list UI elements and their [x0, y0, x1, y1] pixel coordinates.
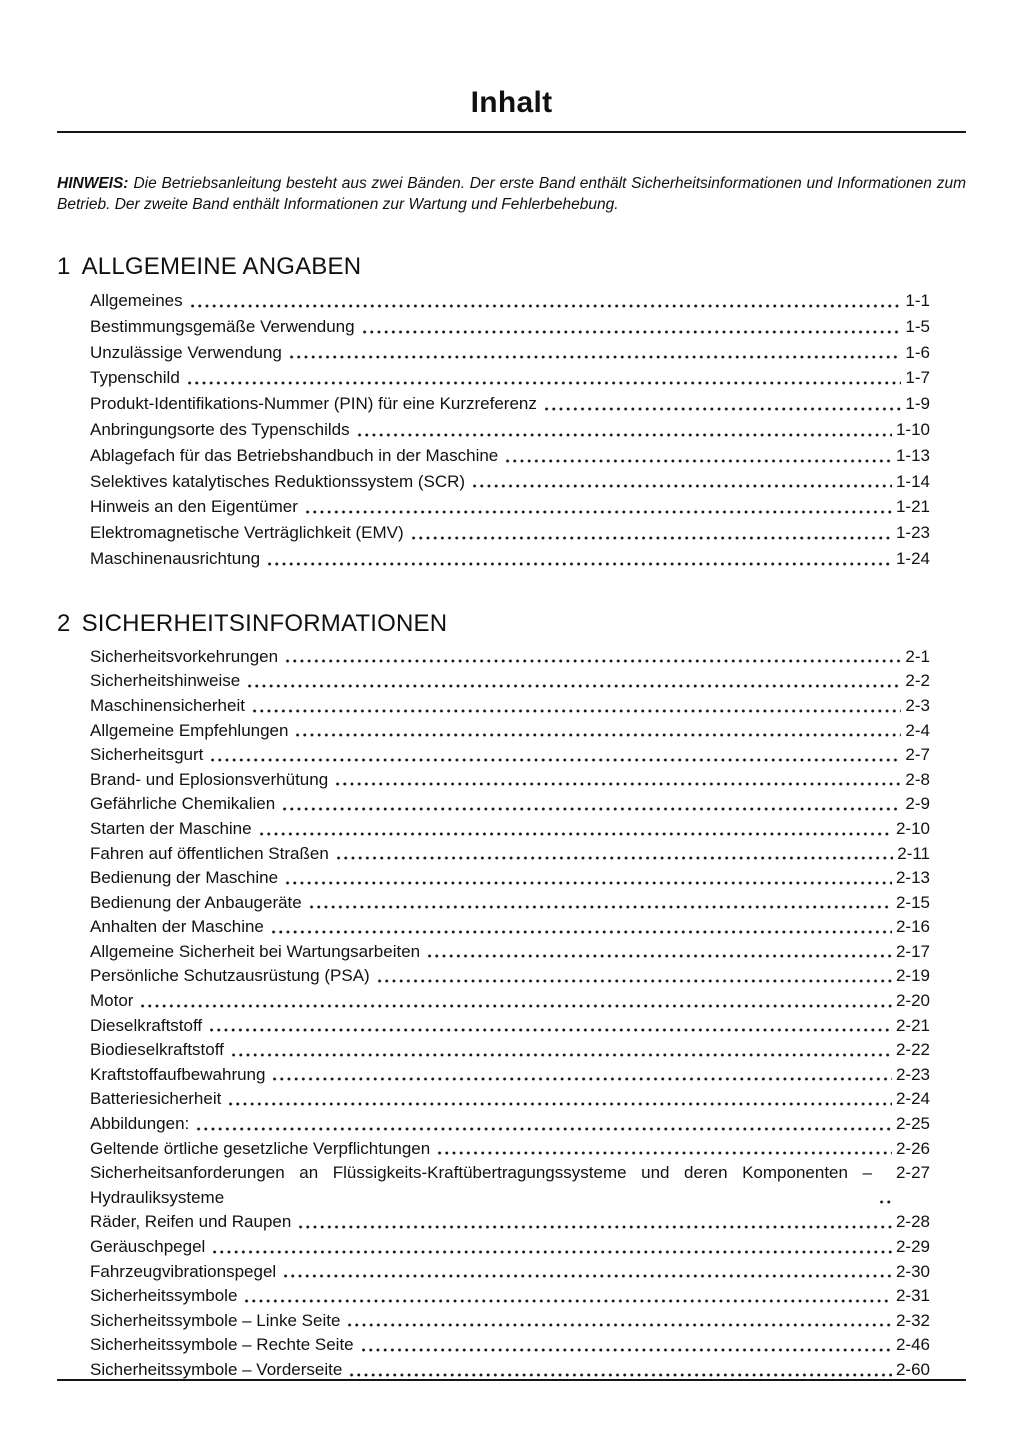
toc-entry-label: Maschinensicherheit: [90, 695, 245, 715]
toc-entry: [90, 891, 930, 916]
toc-leader-dots: [348, 1358, 892, 1378]
toc-entry-label: Bedienung der Maschine: [90, 868, 279, 888]
toc-entry-label: Bedienung der Anbaugeräte: [90, 892, 302, 912]
toc-entry: [90, 694, 930, 719]
toc-entry-page: 2-23: [895, 1064, 930, 1084]
section-number: 1: [57, 253, 71, 280]
toc-entry-label: Elektromagnetische Verträglichkeit (EMV): [90, 523, 404, 543]
toc-entry-label: Typenschild: [90, 368, 180, 388]
toc-entry: [90, 546, 930, 572]
toc-leader-dots: [270, 915, 892, 935]
toc-entry-label: Kraftstoffaufbewahrung: [90, 1064, 266, 1084]
toc-leader-dots: [304, 494, 892, 515]
toc-leader-dots: [288, 340, 902, 361]
toc-entry: [90, 391, 930, 417]
note-text: Die Betriebsanleitung besteht aus zwei Bänden. Der erste Band enthält Sicherheitsinformationen und Informationen zum Betrieb. Der zweite Band enthält Informationen zur Wartung und Fehlerbehebung.: [57, 175, 966, 213]
toc-entry-label: Brand- und Eplosionsverhütung: [90, 769, 329, 789]
toc-entry: [90, 669, 930, 694]
toc-entry-page: 2-8: [905, 769, 930, 789]
toc-entry-label: Unzulässige Verwendung: [90, 342, 282, 362]
toc-entry-page: 1-7: [905, 368, 930, 388]
toc-entry: [90, 817, 930, 842]
toc-entry-label: Geltende örtliche gesetzliche Verpflichtungen: [90, 1138, 431, 1158]
toc-leader-dots: [209, 743, 901, 763]
toc-entry-page: 2-13: [895, 868, 930, 888]
toc-entry-page: 1-21: [895, 497, 930, 517]
toc-leader-dots: [334, 768, 901, 788]
toc-leader-dots: [504, 443, 892, 464]
toc-sections: [57, 253, 966, 1383]
toc-entry-page: 2-24: [895, 1089, 930, 1109]
toc-entry-label: Sicherheitsgurt: [90, 745, 204, 765]
toc-entry-label: Geräuschpegel: [90, 1237, 206, 1257]
toc-entry-page: 2-26: [895, 1138, 930, 1158]
toc-leader-dots: [211, 1235, 892, 1255]
toc-leader-dots: [294, 719, 901, 739]
toc-leader-dots: [251, 694, 901, 714]
toc-leader-dots: [356, 417, 892, 438]
toc-entry-page: 1-13: [895, 445, 930, 465]
toc-leader-dots: [195, 1112, 892, 1132]
toc-entry: [90, 443, 930, 469]
toc-leader-dots: [410, 520, 892, 541]
toc-entry-label: Ablagefach für das Betriebshandbuch in der Maschine: [90, 445, 499, 465]
toc-entry-label: Allgemeine Sicherheit bei Wartungsarbeiten: [90, 941, 421, 961]
toc-entry: [90, 1063, 930, 1088]
toc-entry-label: Dieselkraftstoff: [90, 1015, 203, 1035]
toc-entry: [90, 719, 930, 744]
toc-leader-dots: [227, 1087, 892, 1107]
toc-entry-label: Biodieselkraftstoff: [90, 1040, 224, 1060]
toc-entry-label: Abbildungen:: [90, 1114, 190, 1134]
toc-leader-dots: [186, 365, 902, 386]
note-label: HINWEIS:: [57, 175, 129, 192]
toc-entry-page: 1-10: [895, 419, 930, 439]
toc-entry-label: Sicherheitssymbole – Vorderseite: [90, 1359, 343, 1379]
toc-entry: [90, 1210, 930, 1235]
toc-entry: [90, 842, 930, 867]
toc-leader-dots: [436, 1137, 892, 1157]
toc-entry: [90, 915, 930, 940]
toc-entry-page: 2-31: [895, 1286, 930, 1306]
toc-entry: [90, 1333, 930, 1358]
toc-entry-label: Hinweis an den Eigentümer: [90, 497, 298, 517]
toc-leader-dots: [878, 1161, 892, 1205]
toc-leader-dots: [271, 1063, 891, 1083]
toc-entry: [90, 520, 930, 546]
toc-entry-page: 2-4: [905, 720, 930, 740]
toc-leader-dots: [139, 989, 892, 1009]
toc-entry: [90, 792, 930, 817]
toc-entry-page: 1-1: [905, 291, 930, 310]
toc-leader-dots: [208, 1014, 892, 1034]
toc-entry-label: Selektives katalytisches Reduktionssystem (SCR): [90, 471, 466, 491]
toc-entry: [90, 1137, 930, 1162]
toc-entry-label: Maschinenausrichtung: [90, 548, 261, 568]
section-entries: [57, 645, 966, 1383]
toc-entry-label: Anbringungsorte des Typenschilds: [90, 419, 350, 439]
toc-entry-page: 2-60: [895, 1359, 930, 1379]
toc-entry-label: Starten der Maschine: [90, 818, 252, 838]
toc-entry: [90, 866, 930, 891]
toc-leader-dots: [230, 1038, 892, 1058]
toc-entry-page: 2-22: [895, 1040, 930, 1060]
toc-leader-dots: [258, 817, 892, 837]
toc-entry-page: 2-20: [895, 991, 930, 1011]
toc-entry-label: Sicherheitssymbole: [90, 1286, 238, 1306]
toc-entry-page: 2-30: [895, 1261, 930, 1281]
toc-entry-label: Allgemeine Empfehlungen: [90, 720, 289, 740]
toc-entry: [90, 989, 930, 1014]
toc-entry: [90, 365, 930, 391]
toc-entry: [90, 1235, 930, 1260]
toc-entry-page: 2-21: [895, 1015, 930, 1035]
toc-entry-page: 1-9: [905, 394, 930, 414]
toc-entry-page: 2-29: [895, 1237, 930, 1257]
toc-entry-page: 2-25: [895, 1114, 930, 1134]
toc-entry: [90, 417, 930, 443]
section-title: ALLGEMEINE ANGABEN: [81, 253, 362, 280]
toc-leader-dots: [189, 288, 902, 309]
toc-entry-label: Fahren auf öffentlichen Straßen: [90, 843, 329, 863]
toc-entry-label: Anhalten der Maschine: [90, 917, 264, 937]
toc-entry: [90, 743, 930, 768]
note-paragraph: [57, 173, 966, 215]
toc-leader-dots: [266, 546, 892, 567]
toc-entry: [90, 1309, 930, 1334]
toc-leader-dots: [243, 1284, 892, 1304]
toc-entry-page: 1-14: [895, 471, 930, 491]
toc-entry-page: 2-32: [895, 1310, 930, 1330]
toc-entry-label: Fahrzeugvibrationspegel: [90, 1261, 277, 1281]
toc-entry: [90, 645, 930, 670]
toc-entry: [90, 340, 930, 366]
toc-entry-label: Motor: [90, 991, 134, 1011]
toc-entry: [90, 288, 930, 314]
toc-entry-page: 2-46: [895, 1335, 930, 1355]
toc-entry-page: 1-24: [895, 548, 930, 568]
toc-entry-page: 2-1: [905, 646, 930, 666]
toc-entry: [90, 1014, 930, 1039]
toc-leader-dots: [471, 469, 892, 490]
section-title: SICHERHEITSINFORMATIONEN: [81, 609, 448, 637]
toc-entry-label: Sicherheitssymbole – Linke Seite: [90, 1310, 341, 1330]
toc-entry-page: 1-6: [905, 342, 930, 362]
toc-leader-dots: [308, 891, 892, 911]
toc-entry-label: Batteriesicherheit: [90, 1089, 222, 1109]
toc-leader-dots: [543, 391, 902, 412]
toc-entry-label: Allgemeines: [90, 291, 183, 310]
toc-entry: [90, 469, 930, 495]
toc-entry-page: 2-15: [895, 892, 930, 912]
toc-entry-label: Persönliche Schutzausrüstung (PSA): [90, 966, 370, 986]
toc-leader-dots: [284, 645, 901, 665]
toc-entry: [90, 494, 930, 520]
toc-entry: [90, 1038, 930, 1063]
toc-entry-label: Produkt-Identifikations-Nummer (PIN) für eine Kurzreferenz: [90, 394, 537, 414]
toc-entry: [90, 1161, 930, 1210]
toc-leader-dots: [282, 1260, 892, 1280]
toc-entry-page: 2-7: [905, 745, 930, 765]
toc-leader-dots: [426, 940, 892, 960]
toc-entry-page: 2-10: [895, 818, 930, 838]
toc-entry: [90, 1087, 930, 1112]
toc-entry: [90, 964, 930, 989]
toc-entry-label: Räder, Reifen und Raupen: [90, 1212, 292, 1232]
toc-entry: [90, 940, 930, 965]
toc-entry-page: 2-2: [905, 671, 930, 691]
toc-leader-dots: [376, 964, 892, 984]
toc-leader-dots: [297, 1210, 892, 1230]
toc-entry: [90, 1284, 930, 1309]
toc-entry-page: 2-9: [905, 794, 930, 814]
toc-entry: [90, 768, 930, 793]
section-entries: [57, 288, 966, 572]
toc-leader-dots: [335, 842, 893, 862]
toc-entry: [90, 314, 930, 340]
toc-entry-page: 2-16: [895, 917, 930, 937]
toc-leader-dots: [346, 1309, 892, 1329]
toc-entry-label: Sicherheitssymbole – Rechte Seite: [90, 1335, 354, 1355]
footer-rule: [57, 1379, 966, 1381]
toc-entry-page: 2-17: [895, 941, 930, 961]
toc-entry: [90, 1112, 930, 1137]
toc-entry: [90, 1260, 930, 1285]
toc-entry-label: Gefährliche Chemikalien: [90, 794, 276, 814]
toc-leader-dots: [361, 314, 902, 335]
toc-entry-label: Sicherheitsanforderungen an Flüssigkeits-Kraftübertragungssysteme und deren Komponenten – Hydrauliksysteme: [90, 1163, 872, 1207]
toc-entry-page: 1-5: [905, 316, 930, 336]
section-heading: [57, 253, 966, 281]
toc-leader-dots: [360, 1333, 892, 1353]
section-number: 2: [57, 609, 71, 637]
toc-entry-page: 2-3: [905, 695, 930, 715]
toc-entry-page: 2-27: [895, 1163, 930, 1183]
toc-entry-page: 2-19: [895, 966, 930, 986]
toc-entry-label: Sicherheitshinweise: [90, 671, 241, 691]
toc-leader-dots: [284, 866, 892, 886]
toc-entry-page: 2-11: [897, 843, 930, 863]
toc-entry-label: Sicherheitsvorkehrungen: [90, 646, 279, 666]
page-title: Inhalt: [470, 86, 553, 119]
section-heading: [57, 610, 966, 638]
title-rule: [57, 131, 966, 133]
toc-entry-page: 1-23: [895, 523, 930, 543]
toc-leader-dots: [246, 669, 901, 689]
toc-leader-dots: [281, 792, 901, 812]
toc-entry-label: Bestimmungsgemäße Verwendung: [90, 316, 355, 336]
toc-entry-page: 2-28: [895, 1212, 930, 1232]
